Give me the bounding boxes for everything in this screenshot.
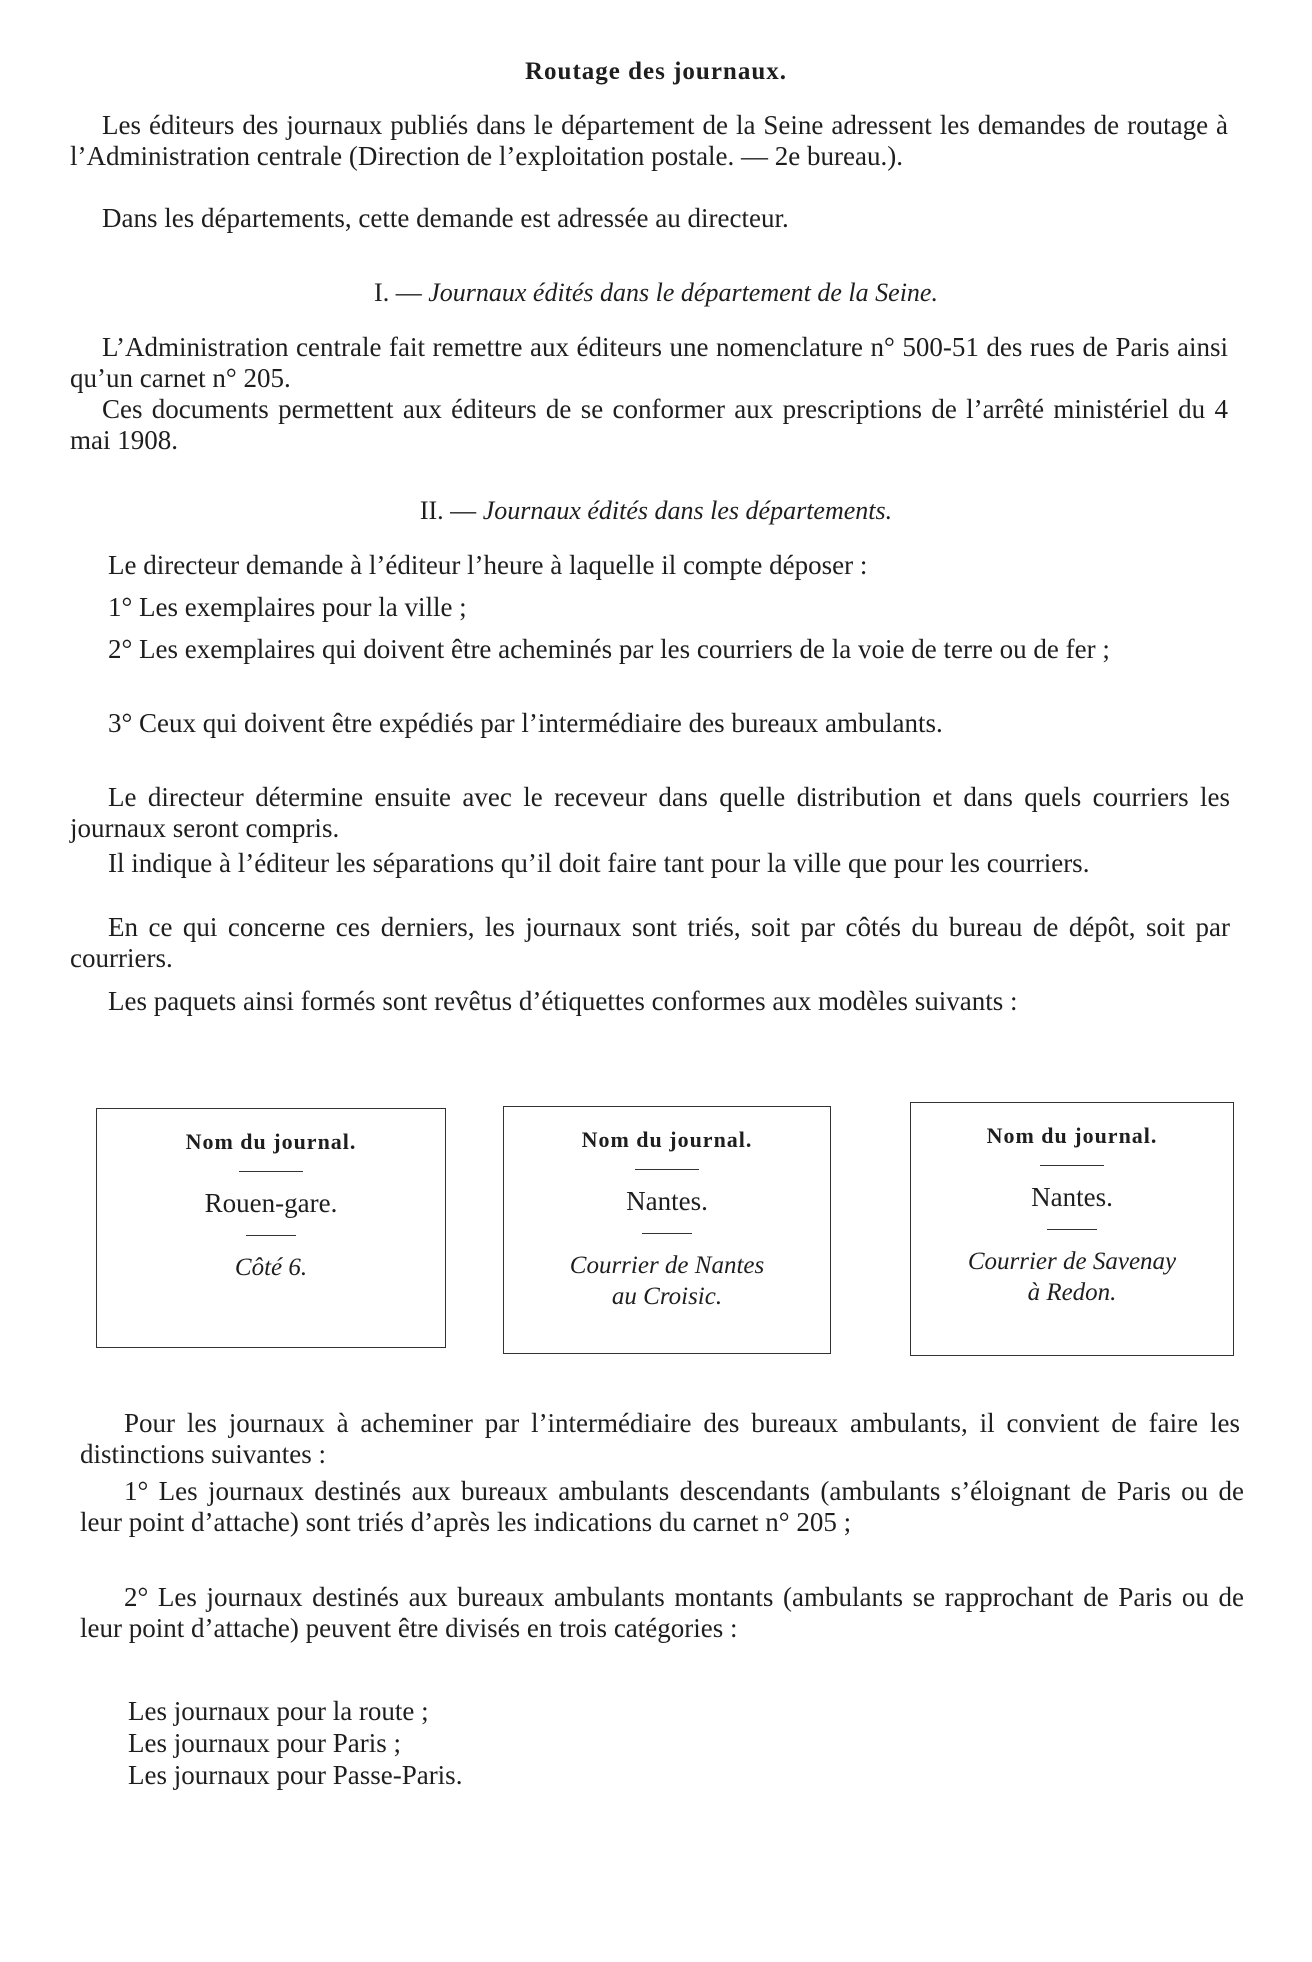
- section-heading: [0, 278, 1312, 308]
- list-item: Les journaux pour Paris ;: [128, 1728, 401, 1758]
- label-divider: [239, 1171, 303, 1172]
- intro-paragraph: Dans les départements, cette demande est adressée au directeur.: [102, 203, 789, 233]
- label-model-nantes-redon: [910, 1102, 1234, 1356]
- body-paragraph: Les paquets ainsi formés sont revêtus d’étiquettes conformes aux modèles suivants :: [108, 986, 1018, 1016]
- section-number: II. —: [419, 496, 477, 525]
- body-paragraph: Le directeur détermine ensuite avec le receveur dans quelle distribution et dans quels courriers les journaux seront compris.: [70, 782, 1230, 843]
- label-detail: Côté 6.: [234, 1254, 308, 1281]
- list-item: Les journaux pour la route ;: [128, 1696, 429, 1726]
- label-city: Nantes.: [626, 1186, 708, 1216]
- section-heading: [0, 496, 1312, 526]
- section-title: Journaux édités dans le département de la Seine.: [428, 278, 938, 307]
- label-model-rouen: [96, 1108, 446, 1348]
- label-city: Nantes.: [1031, 1182, 1113, 1212]
- label-journal-name: Nom du journal.: [581, 1127, 753, 1152]
- label-journal-name: Nom du journal.: [986, 1123, 1158, 1148]
- body-paragraph: Il indique à l’éditeur les séparations qu’il doit faire tant pour la ville que pour les courriers.: [108, 848, 1090, 878]
- body-paragraph: L’Administration centrale fait remettre aux éditeurs une nomenclature n° 500-51 des rues de Paris ainsi qu’un carnet n° 205.: [70, 332, 1228, 393]
- intro-paragraph: Les éditeurs des journaux publiés dans le département de la Seine adressent les demandes de routage à l’Administration centrale (Direction de l’exploitation postale. — 2e bureau.).: [70, 110, 1228, 171]
- label-city: Rouen-gare.: [204, 1188, 338, 1218]
- list-item: 1° Les exemplaires pour la ville ;: [108, 592, 467, 622]
- label-divider: [635, 1169, 699, 1170]
- label-detail: Courrier de Savenay: [967, 1248, 1177, 1275]
- label-divider: [246, 1235, 296, 1236]
- label-model-nantes-croisic: [503, 1106, 831, 1354]
- label-detail: à Redon.: [1027, 1279, 1117, 1306]
- body-paragraph: Pour les journaux à acheminer par l’intermédiaire des bureaux ambulants, il convient de faire les distinctions suivantes :: [80, 1408, 1240, 1469]
- list-item: Les journaux pour Passe-Paris.: [128, 1760, 463, 1790]
- label-divider: [1040, 1165, 1104, 1166]
- label-journal-name: Nom du journal.: [185, 1129, 357, 1154]
- list-item: 2° Les journaux destinés aux bureaux ambulants montants (ambulants se rapprochant de Paris ou de leur point d’attache) peuvent être divisés en trois catégories :: [80, 1582, 1244, 1643]
- section-title: Journaux édités dans les départements.: [482, 496, 893, 525]
- section-number: I. —: [374, 278, 422, 307]
- body-paragraph: Ces documents permettent aux éditeurs de se conformer aux prescriptions de l’arrêté ministériel du 4 mai 1908.: [70, 394, 1228, 455]
- body-paragraph: Le directeur demande à l’éditeur l’heure à laquelle il compte déposer :: [108, 550, 868, 580]
- body-paragraph: En ce qui concerne ces derniers, les journaux sont triés, soit par côtés du bureau de dépôt, soit par courriers.: [70, 912, 1230, 973]
- list-item: 2° Les exemplaires qui doivent être acheminés par les courriers de la voie de terre ou de fer ;: [108, 634, 1110, 664]
- list-item: 3° Ceux qui doivent être expédiés par l’intermédiaire des bureaux ambulants.: [108, 708, 943, 738]
- label-detail: Courrier de Nantes: [569, 1252, 765, 1279]
- page-title: Routage des journaux.: [525, 58, 787, 85]
- label-divider: [1047, 1229, 1097, 1230]
- label-detail: au Croisic.: [611, 1283, 723, 1310]
- label-divider: [642, 1233, 692, 1234]
- list-item: 1° Les journaux destinés aux bureaux ambulants descendants (ambulants s’éloignant de Paris ou de leur point d’attache) sont triés d’après les indications du carnet n° 205 ;: [80, 1476, 1244, 1537]
